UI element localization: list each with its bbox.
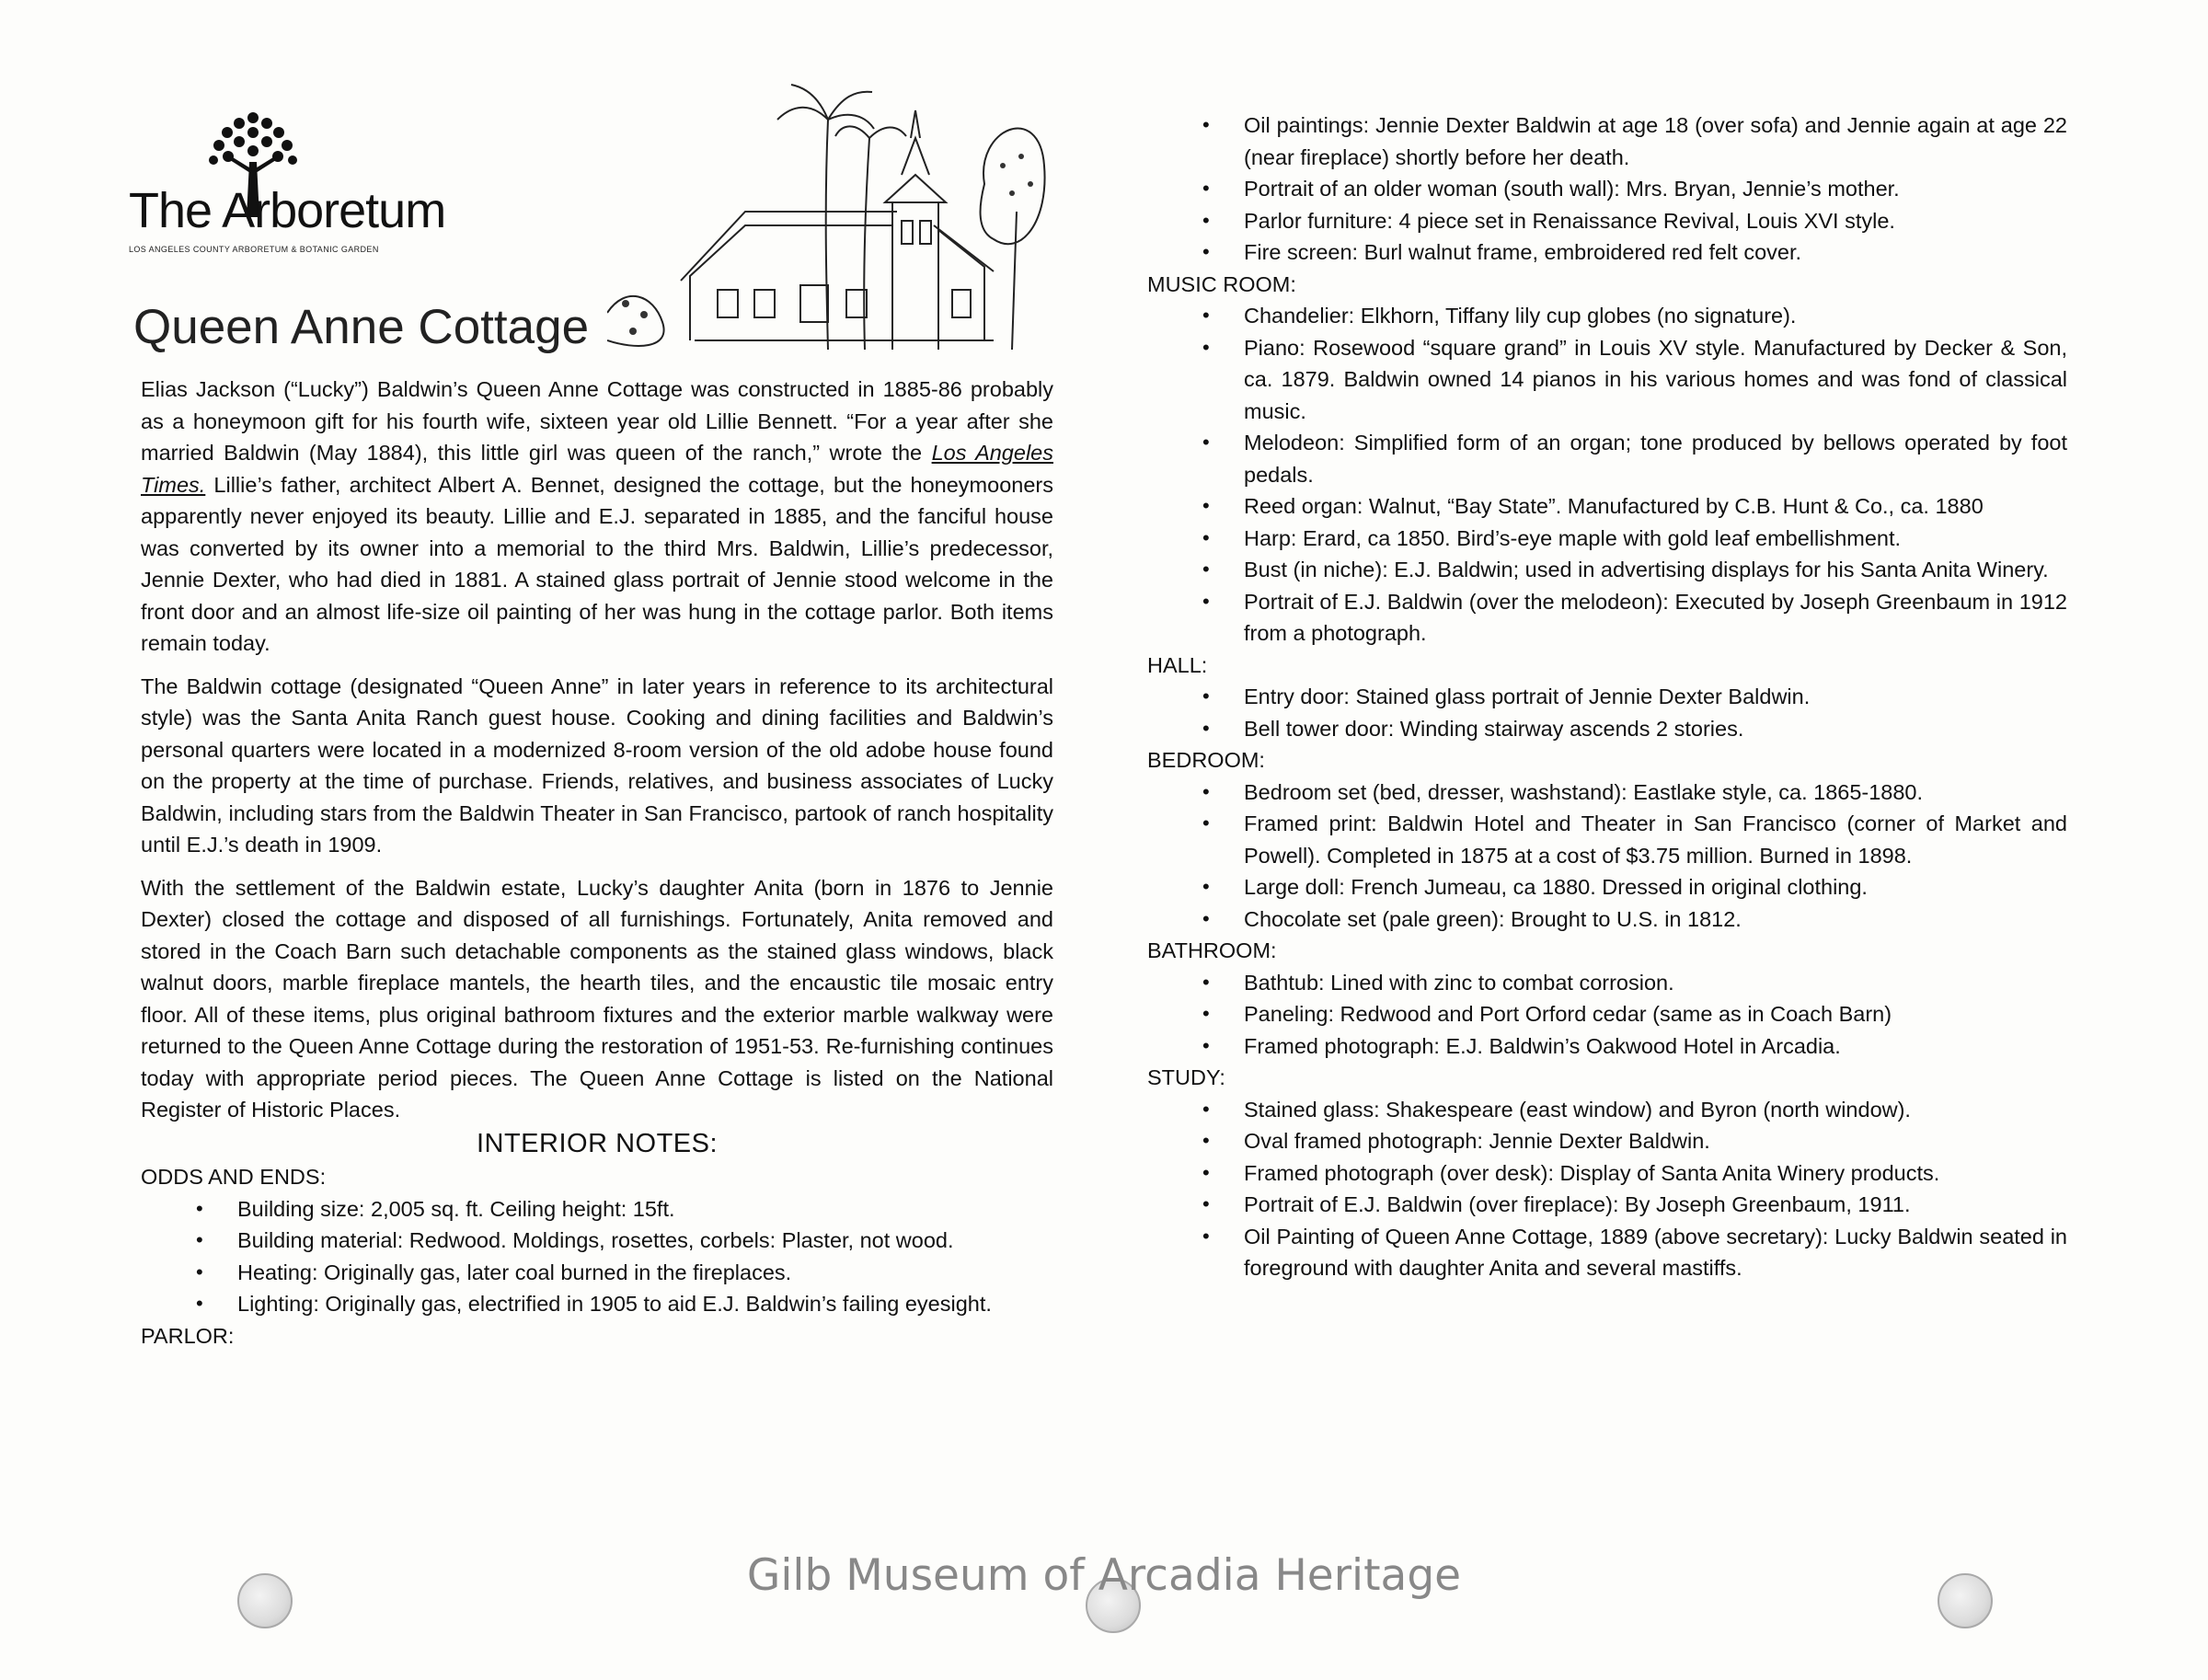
page-title: Queen Anne Cottage <box>133 300 590 354</box>
intro-paragraph-1: Elias Jackson (“Lucky”) Baldwin’s Queen Anne Cottage was constructed in 1885-86 probably as a honeymoon gift for his fourth wife, sixteen year old Lillie Bennett. “For a year after she married Baldwin (May 1884), this little girl was queen of the ranch,” wrote the Los Angeles Times. Lillie’s father, architect Albert A. Bennet, designed the cottage, but the honeymooners apparently never enjoyed its beauty. Lillie and E.J. separated in 1885, and the fanciful house was converted by its owner into a memorial to the third Mrs. Baldwin, Lillie’s predecessor, Jennie Dexter, who had died in 1881. A stained glass portrait of Jennie stood welcome in the front door and an almost life-size oil painting of her was hung in the cottage parlor. Both items remain today. <box>141 377 1053 655</box>
list-item: • Portrait of an older woman (south wall): Mrs. Bryan, Jennie’s mother. <box>1147 173 2067 205</box>
list-item: • Framed photograph (over desk): Display of Santa Anita Winery products. <box>1147 1157 2067 1190</box>
section-heading-hall: HALL: <box>1147 652 1208 677</box>
list-item: • Stained glass: Shakespeare (east window) and Byron (north window). <box>1147 1094 2067 1126</box>
list-item: • Chandelier: Elkhorn, Tiffany lily cup globes (no signature). <box>1147 300 2067 332</box>
list-item: • Chocolate set (pale green): Brought to U.S. in 1812. <box>1147 903 2067 936</box>
list-item: • Portrait of E.J. Baldwin (over the melodeon): Executed by Joseph Greenbaum in 1912 from a photograph. <box>1147 586 2067 650</box>
hall-list <box>1147 681 2067 744</box>
list-item: • Building size: 2,005 sq. ft. Ceiling height: 15ft. <box>141 1193 1053 1225</box>
list-item: • Bust (in niche): E.J. Baldwin; used in advertising displays for his Santa Anita Winery. <box>1147 554 2067 586</box>
logo-wordmark: The Arboretum <box>129 183 446 238</box>
list-item: • Lighting: Originally gas, electrified in 1905 to aid E.J. Baldwin’s failing eyesight. <box>141 1288 1053 1320</box>
section-heading-odds-and-ends: ODDS AND ENDS: <box>141 1165 327 1189</box>
list-item: • Reed organ: Walnut, “Bay State”. Manufactured by C.B. Hunt & Co., ca. 1880 <box>1147 490 2067 523</box>
list-item: • Bathtub: Lined with zinc to combat corrosion. <box>1147 967 2067 999</box>
list-item: • Piano: Rosewood “square grand” in Louis XV style. Manufactured by Decker & Son, ca. 1879. Baldwin owned 14 pianos in his various homes and was fond of classical music. <box>1147 332 2067 428</box>
parlor-list <box>1147 109 2067 269</box>
logo-subtitle: LOS ANGELES COUNTY ARBORETUM & BOTANIC GARDEN <box>129 245 379 254</box>
newspaper-title: Los Angeles Times. <box>141 441 1053 497</box>
intro-paragraph-2: The Baldwin cottage (designated “Queen Anne” in later years in reference to its architectural style) was the Santa Anita Ranch guest house. Cooking and dining facilities and Baldwin’s personal quarters were located in a modernized 8-room version of the old adobe house found on the property at the time of purchase. Friends, relatives, and business associates of Lucky Baldwin, including stars from the Baldwin Theater in San Francisco, partook of ranch hospitality until E.J.’s death in 1909. <box>141 673 1053 857</box>
list-item: • Portrait of E.J. Baldwin (over fireplace): By Joseph Greenbaum, 1911. <box>1147 1189 2067 1221</box>
list-item: • Paneling: Redwood and Port Orford cedar (same as in Coach Barn) <box>1147 998 2067 1030</box>
left-column <box>141 374 1053 1352</box>
bedroom-list <box>1147 777 2067 936</box>
list-item: • Framed photograph: E.J. Baldwin’s Oakwood Hotel in Arcadia. <box>1147 1030 2067 1063</box>
museum-watermark: Gilb Museum of Arcadia Heritage <box>746 1550 1462 1601</box>
intro-paragraph-3: With the settlement of the Baldwin estate, Lucky’s daughter Anita (born in 1876 to Jennie Dexter) closed the cottage and disposed of all furnishings. Fortunately, Anita removed and stored in the Coach Barn such detachable components as the stained glass windows, black walnut doors, marble fireplace mantels, the hearth tiles, and the encaustic tile mosaic entry floor. All of these items, plus original bathroom fixtures and the exterior marble walkway were returned to the Queen Anne Cottage during the restoration of 1951-53. Re-furnishing continues today with appropriate period pieces. The Queen Anne Cottage is listed on the National Register of Historic Places. <box>141 875 1053 1122</box>
music-room-list <box>1147 300 2067 650</box>
list-item: • Large doll: French Jumeau, ca 1880. Dressed in original clothing. <box>1147 871 2067 903</box>
list-item: • Fire screen: Burl walnut frame, embroidered red felt cover. <box>1147 236 2067 269</box>
list-item: • Melodeon: Simplified form of an organ; tone produced by bellows operated by foot pedals. <box>1147 427 2067 490</box>
list-item: • Heating: Originally gas, later coal burned in the fireplaces. <box>141 1257 1053 1289</box>
section-heading-bedroom: BEDROOM: <box>1147 748 1265 772</box>
bathroom-list <box>1147 967 2067 1063</box>
odds-and-ends-list <box>141 1193 1053 1320</box>
section-heading-music-room: MUSIC ROOM: <box>1147 271 1296 296</box>
cottage-sketch-illustration <box>607 74 1049 350</box>
list-item: • Bell tower door: Winding stairway ascends 2 stories. <box>1147 713 2067 745</box>
list-item: • Oil paintings: Jennie Dexter Baldwin at age 18 (over sofa) and Jennie again at age 22 (near fireplace) shortly before her death. <box>1147 109 2067 173</box>
list-item: • Oval framed photograph: Jennie Dexter Baldwin. <box>1147 1125 2067 1157</box>
section-heading-study: STUDY: <box>1147 1065 1225 1089</box>
list-item: • Harp: Erard, ca 1850. Bird’s-eye maple with gold leaf embellishment. <box>1147 523 2067 555</box>
list-item: • Bedroom set (bed, dresser, washstand): Eastlake style, ca. 1865-1880. <box>1147 777 2067 809</box>
interior-notes-heading: INTERIOR NOTES: <box>476 1128 719 1158</box>
list-item: • Oil Painting of Queen Anne Cottage, 1889 (above secretary): Lucky Baldwin seated in foreground with daughter Anita and several mastiffs. <box>1147 1221 2067 1284</box>
right-column <box>1147 109 2067 1284</box>
list-item: • Entry door: Stained glass portrait of Jennie Dexter Baldwin. <box>1147 681 2067 713</box>
list-item: • Building material: Redwood. Moldings, rosettes, corbels: Plaster, not wood. <box>141 1225 1053 1257</box>
section-heading-parlor: PARLOR: <box>141 1323 235 1348</box>
arboretum-logo <box>129 109 534 265</box>
study-list <box>1147 1094 2067 1284</box>
section-heading-bathroom: BATHROOM: <box>1147 938 1277 962</box>
list-item: • Framed print: Baldwin Hotel and Theater in San Francisco (corner of Market and Powell). Completed in 1875 at a cost of $3.75 million. Burned in 1898. <box>1147 808 2067 871</box>
list-item: • Parlor furniture: 4 piece set in Renaissance Revival, Louis XVI style. <box>1147 205 2067 237</box>
